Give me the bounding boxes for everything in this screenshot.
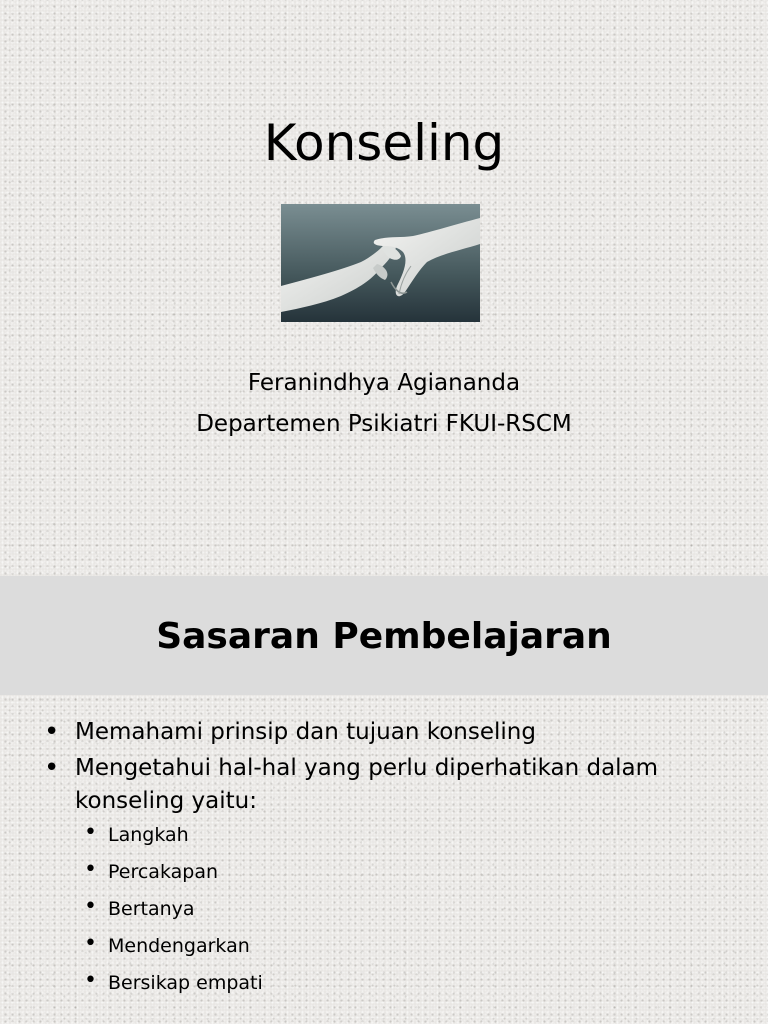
hands-illustration [281,204,480,322]
hands-reaching-image [281,204,480,322]
bullet-dot-icon: • [84,968,97,993]
slide-title: Konseling [263,114,505,172]
objectives-slide [0,576,768,1024]
bullet-item [0,716,768,749]
bullet-list [0,716,768,1007]
sub-bullet-text: Percakapan [108,861,219,883]
title-band [0,576,768,695]
bullet-item [0,752,768,996]
department-name: Departemen Psikiatri FKUI-RSCM [196,411,572,437]
bullet-dot-icon: • [44,753,60,783]
sub-bullet-text: Bersikap empati [108,972,263,994]
bullet-dot-icon: • [44,717,60,747]
sub-bullet-item [0,822,728,848]
sub-bullet-list [75,822,728,996]
bullet-dot-icon: • [84,820,97,845]
sub-bullet-item [0,896,728,922]
bullet-text: Memahami prinsip dan tujuan konseling [75,719,536,745]
slide-title: Sasaran Pembelajaran [156,616,612,657]
sub-bullet-text: Mendengarkan [108,935,250,957]
sub-bullet-text: Bertanya [108,898,195,920]
sub-bullet-text: Langkah [108,824,189,846]
bullet-dot-icon: • [84,894,97,919]
bullet-dot-icon: • [84,931,97,956]
sub-bullet-item [0,859,728,885]
sub-bullet-item [0,970,728,996]
sub-bullet-item [0,933,728,959]
author-name: Feranindhya Agiananda [247,370,521,396]
bullet-dot-icon: • [84,857,97,882]
bullet-text: Mengetahui hal-hal yang perlu diperhatikan dalam konseling yaitu: [75,755,659,814]
